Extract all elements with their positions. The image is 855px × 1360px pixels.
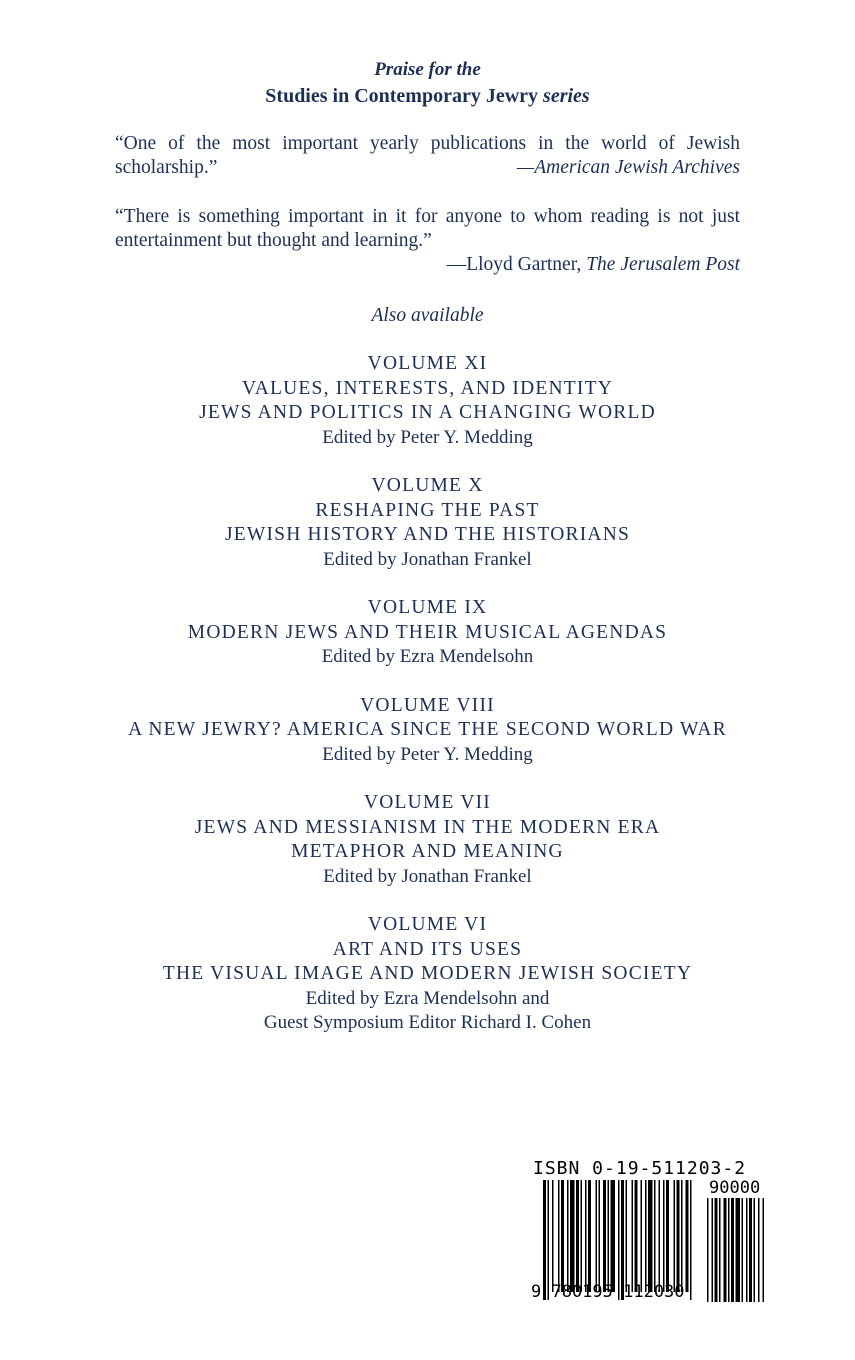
barcode-addon-bar bbox=[754, 1198, 756, 1302]
quote-text: “One of the most important yearly publications in the world of Jewish scholarship.” bbox=[115, 133, 740, 178]
volume-entry bbox=[0, 474, 855, 572]
barcode-bar bbox=[570, 1180, 575, 1292]
barcode-bar bbox=[603, 1180, 606, 1292]
barcode-addon-bar bbox=[712, 1198, 714, 1302]
barcode-bar bbox=[690, 1180, 692, 1300]
barcode-bar bbox=[632, 1180, 634, 1292]
volume-editor: Edited by Peter Y. Medding bbox=[322, 743, 533, 765]
barcode-bar bbox=[686, 1180, 689, 1292]
barcode-bar bbox=[641, 1180, 643, 1292]
volume-editor: Edited by Jonathan Frankel bbox=[323, 865, 532, 887]
barcode-bar bbox=[608, 1180, 610, 1292]
volume-number: VOLUME XI bbox=[367, 353, 488, 374]
barcode-bar bbox=[599, 1180, 601, 1292]
volume-title-line: METAPHOR AND MEANING bbox=[291, 841, 564, 862]
barcode-addon-bar bbox=[724, 1198, 727, 1302]
barcode-addon-bar bbox=[707, 1198, 709, 1302]
volume-title-line: JEWS AND POLITICS IN A CHANGING WORLD bbox=[199, 402, 656, 423]
barcode-bar bbox=[552, 1180, 554, 1292]
barcode-bar bbox=[596, 1180, 598, 1292]
volume-title-line: A NEW JEWRY? AMERICA SINCE THE SECOND WORLD WAR bbox=[128, 719, 727, 740]
barcode-bar bbox=[666, 1180, 669, 1292]
volume-editor: Edited by Ezra Mendelsohn and bbox=[305, 987, 550, 1009]
series-title bbox=[0, 83, 855, 109]
quote-text: “There is something important in it for anyone to whom reading is not just entertainment but thought and learning.” bbox=[115, 206, 740, 251]
barcode-addon-bar bbox=[736, 1198, 741, 1302]
barcode-bar bbox=[567, 1180, 569, 1292]
barcode-bar bbox=[645, 1180, 647, 1292]
barcode-bar bbox=[581, 1180, 583, 1292]
volume-title-line: ART AND ITS USES bbox=[332, 938, 523, 960]
barcode-addon-bar bbox=[763, 1198, 765, 1302]
quote-attribution bbox=[115, 253, 740, 277]
volume-editor: Edited by Ezra Mendelsohn bbox=[321, 646, 534, 667]
barcode-bar bbox=[561, 1180, 564, 1292]
volume-list bbox=[0, 352, 855, 1060]
barcode-addon-bar bbox=[758, 1198, 760, 1302]
barcode-addon-bar bbox=[746, 1198, 748, 1302]
barcode-bar bbox=[611, 1180, 616, 1292]
barcode-bar bbox=[674, 1180, 676, 1292]
review-quote-1 bbox=[115, 132, 740, 180]
also-available-heading: Also available bbox=[371, 305, 484, 326]
barcode-bar bbox=[648, 1180, 653, 1292]
attribution-author: —Lloyd Gartner, bbox=[446, 254, 587, 275]
volume-title-line: MODERN JEWS AND THEIR MUSICAL AGENDAS bbox=[187, 621, 668, 643]
volume-title-line: THE VISUAL IMAGE AND MODERN JEWISH SOCIETY bbox=[162, 963, 693, 984]
barcode-bar bbox=[558, 1180, 560, 1292]
barcode-bar bbox=[654, 1180, 656, 1292]
barcode-bar bbox=[588, 1180, 591, 1292]
volume-entry bbox=[0, 791, 855, 889]
praise-header bbox=[0, 57, 855, 109]
barcode-bar bbox=[635, 1180, 638, 1292]
volume-number: VOLUME X bbox=[371, 475, 484, 496]
volume-entry bbox=[0, 913, 855, 1036]
barcode-bar bbox=[585, 1180, 587, 1292]
isbn-number: ISBN 0-19-511203-2 bbox=[533, 1158, 747, 1179]
barcode-addon-bar bbox=[719, 1198, 721, 1302]
barcode-bar bbox=[626, 1180, 628, 1292]
volume-entry bbox=[0, 352, 855, 450]
barcode-addon-bar bbox=[731, 1198, 734, 1302]
barcode-bar bbox=[677, 1180, 680, 1292]
ean-number: 9 780195 112030 bbox=[531, 1282, 685, 1302]
praise-heading: Praise for the bbox=[374, 59, 481, 80]
volume-number: VOLUME VII bbox=[363, 792, 491, 813]
volume-editor: Edited by Peter Y. Medding bbox=[322, 426, 533, 448]
attribution-source: The Jerusalem Post bbox=[586, 254, 740, 275]
volume-title-line: VALUES, INTERESTS, AND IDENTITY bbox=[241, 377, 614, 399]
volume-title-line: JEWISH HISTORY AND THE HISTORIANS bbox=[224, 524, 631, 545]
barcode-bar bbox=[659, 1180, 661, 1292]
series-name: Studies in Contemporary Jewry bbox=[265, 85, 539, 107]
volume-title-line: RESHAPING THE PAST bbox=[315, 499, 540, 521]
volume-entry bbox=[0, 596, 855, 670]
review-quote-2 bbox=[115, 205, 740, 277]
volume-editor: Edited by Jonathan Frankel bbox=[323, 548, 532, 570]
barcode-bar bbox=[663, 1180, 665, 1292]
volume-entry bbox=[0, 694, 855, 768]
quote-attribution: —American Jewish Archives bbox=[516, 157, 740, 178]
volume-number: VOLUME IX bbox=[367, 597, 488, 618]
volume-number: VOLUME VI bbox=[367, 914, 488, 935]
barcode-addon-bar bbox=[742, 1198, 744, 1302]
barcode-bar bbox=[576, 1180, 579, 1292]
barcode-addon-bar bbox=[715, 1198, 718, 1302]
barcode-addon-number: 90000 bbox=[709, 1178, 761, 1198]
volume-editor: Guest Symposium Editor Richard I. Cohen bbox=[263, 1012, 592, 1033]
barcode-bar bbox=[681, 1180, 683, 1292]
volume-number: VOLUME VIII bbox=[360, 694, 495, 716]
volume-title-line: JEWS AND MESSIANISM IN THE MODERN ERA bbox=[194, 816, 661, 838]
barcode-addon-bar bbox=[749, 1198, 752, 1302]
barcode-addon-bar bbox=[728, 1198, 730, 1302]
series-suffix: series bbox=[543, 85, 590, 107]
